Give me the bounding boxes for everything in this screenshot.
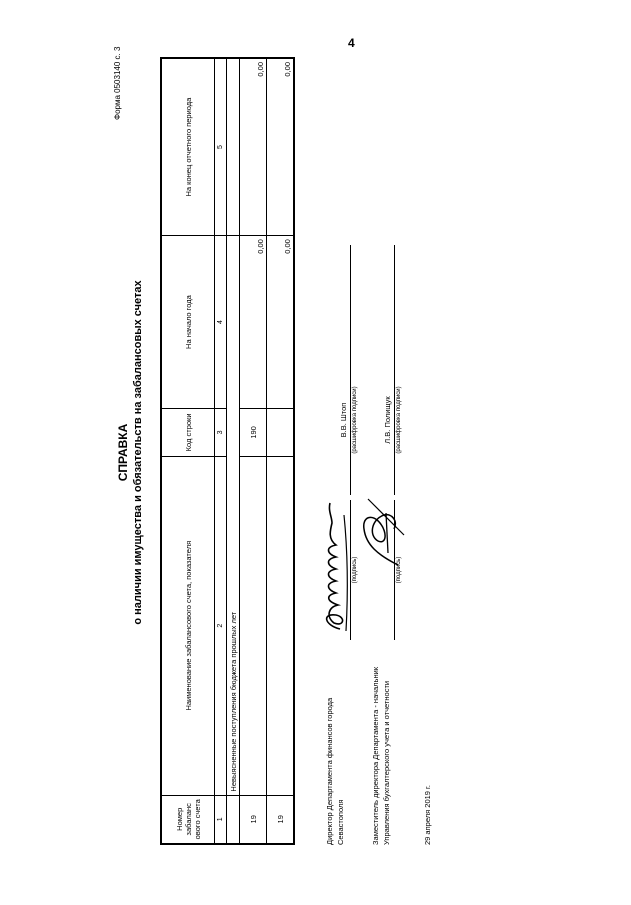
document-subtitle: о наличии имущества и обязательств на забалансовых счетах [132, 280, 144, 625]
row-end-value: 0,00 [240, 58, 267, 236]
row-account: 19 [267, 795, 295, 844]
col-number: 5 [215, 58, 227, 236]
section-row [227, 58, 240, 844]
header-name: Наименование забалансового счета, показателя [161, 456, 215, 795]
page-number: 4 [348, 36, 355, 50]
deputy-name: Л.В. Полищук [383, 396, 392, 444]
col-number: 3 [215, 408, 227, 456]
row-code: 190 [240, 408, 267, 456]
director-name-caption: (расшифровка подписи) [352, 386, 358, 454]
document-date: 29 апреля 2019 г. [423, 785, 432, 845]
col-number: 2 [215, 456, 227, 795]
row-account: 19 [240, 795, 267, 844]
header-account: Номер забаланс ового счета [161, 795, 215, 844]
director-sign-caption: (подпись) [352, 556, 358, 584]
section-title: Невыясненные поступления бюджета прошлых лет [227, 236, 240, 795]
table-header-row [161, 58, 215, 844]
col-number: 1 [215, 795, 227, 844]
header-end: На конец отчетного периода [161, 58, 215, 236]
deputy-sign-caption: (подпись) [396, 556, 402, 584]
director-signature-mark [318, 485, 352, 635]
section-empty [227, 58, 240, 236]
offbalance-table [160, 57, 295, 845]
director-title: Директор Департамента финансов города Севастополя [325, 697, 345, 845]
column-numbers-row [215, 58, 227, 844]
row-start-value: 0,00 [240, 236, 267, 409]
deputy-name-caption: (расшифровка подписи) [396, 386, 402, 454]
director-name: В.В. Штоп [339, 402, 348, 438]
row-name [267, 456, 295, 795]
header-code: Код строки [161, 408, 215, 456]
deputy-title: Заместитель директора Департамента - начальник Управления бухгалтерского учета и отчетности [371, 666, 391, 845]
director-name-line [350, 245, 351, 495]
row-code [267, 408, 295, 456]
table-row [267, 58, 295, 844]
form-label: Форма 0503140 с. 3 [113, 46, 122, 120]
row-name [240, 456, 267, 795]
col-number: 4 [215, 236, 227, 409]
table-row [240, 58, 267, 844]
header-start: На начало года [161, 236, 215, 409]
document-title: СПРАВКА [116, 423, 130, 482]
row-start-value: 0,00 [267, 236, 295, 409]
section-account [227, 795, 240, 844]
row-end-value: 0,00 [267, 58, 295, 236]
deputy-name-line [394, 245, 395, 495]
deputy-signature-mark [358, 485, 410, 575]
